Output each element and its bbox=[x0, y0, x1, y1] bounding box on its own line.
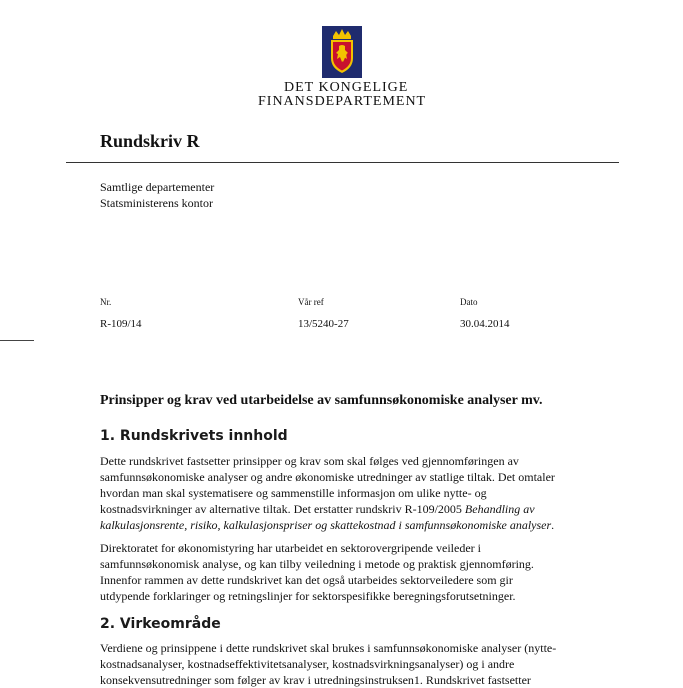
nr-label: Nr. bbox=[100, 297, 112, 307]
org-name-line2: FINANSDEPARTEMENT bbox=[258, 94, 427, 109]
date-value: 30.04.2014 bbox=[460, 318, 510, 330]
paragraph-italic: Behandling av bbox=[464, 502, 535, 516]
paragraph-line: Verdiene og prinsippene i dette rundskrivet skal brukes i samfunnsøkonomiske analyser (nytte- bbox=[100, 641, 557, 655]
paragraph-italic: kalkulasjonsrente, risiko, kalkulasjonspriser og skattekostnad i samfunnsøkonomiske analyser bbox=[100, 518, 552, 532]
section-heading: 1. Rundskrivets innhold bbox=[100, 428, 288, 444]
coat-of-arms-icon bbox=[322, 26, 362, 78]
page-title: Rundskriv R bbox=[100, 131, 200, 151]
paragraph-line: samfunnsøkonomiske analyser og andre økonomiske utredninger av statlige tiltak. Det omtaler bbox=[100, 470, 555, 484]
org-name-line1: DET KONGELIGE bbox=[284, 80, 409, 95]
ref-value: 13/5240-27 bbox=[298, 318, 349, 330]
date-label: Dato bbox=[460, 297, 478, 307]
paragraph-line: kostnadsanalyser, kostnadseffektivitetsanalyser, kostnadsvirkningsanalyser) og i andre bbox=[100, 657, 515, 671]
paragraph-line: Direktoratet for økonomistyring har utarbeidet en sektorovergripende veileder i bbox=[100, 541, 481, 555]
paragraph-line: hvordan man skal systematisere og sammenstille informasjon om ulike nytte- og bbox=[100, 486, 487, 500]
section-paragraph bbox=[100, 540, 620, 604]
paragraph-line bbox=[100, 501, 620, 517]
fold-mark bbox=[0, 340, 34, 341]
header-divider bbox=[66, 162, 619, 163]
document-subject: Prinsipper og krav ved utarbeidelse av samfunnsøkonomiske analyser mv. bbox=[100, 393, 543, 408]
recipient-line: Statsministerens kontor bbox=[100, 196, 213, 210]
paragraph-line: Dette rundskrivet fastsetter prinsipper og krav som skal følges ved gjennomføringen av bbox=[100, 454, 519, 468]
section-paragraph bbox=[100, 453, 620, 533]
paragraph-line: Innenfor rammen av dette rundskrivet kan det også utarbeides sektorveiledere som gir bbox=[100, 573, 513, 587]
paragraph-line: samfunnsøkonomisk analyse, og kan tilby veiledning i metode og praktisk gjennomføring. bbox=[100, 557, 534, 571]
paragraph-line: utdypende forklaringer og retningslinjer for sektorspesifikke beregningsforutsetninger. bbox=[100, 589, 516, 603]
recipient-line: Samtlige departementer bbox=[100, 180, 215, 194]
paragraph-text: kostnadsvirkninger av alternative tiltak. Det erstatter rundskriv R-109/2005 bbox=[100, 502, 465, 516]
ref-label: Vår ref bbox=[298, 297, 324, 307]
paragraph-line bbox=[100, 517, 620, 533]
paragraph-text: . bbox=[551, 518, 555, 532]
section-paragraph bbox=[100, 640, 620, 688]
section-heading: 2. Virkeområde bbox=[100, 616, 221, 632]
paragraph-line: konsekvensutredninger som følger av krav i utredningsinstruksen1. Rundskrivet fastsetter bbox=[100, 673, 531, 687]
nr-value: R-109/14 bbox=[100, 318, 142, 330]
